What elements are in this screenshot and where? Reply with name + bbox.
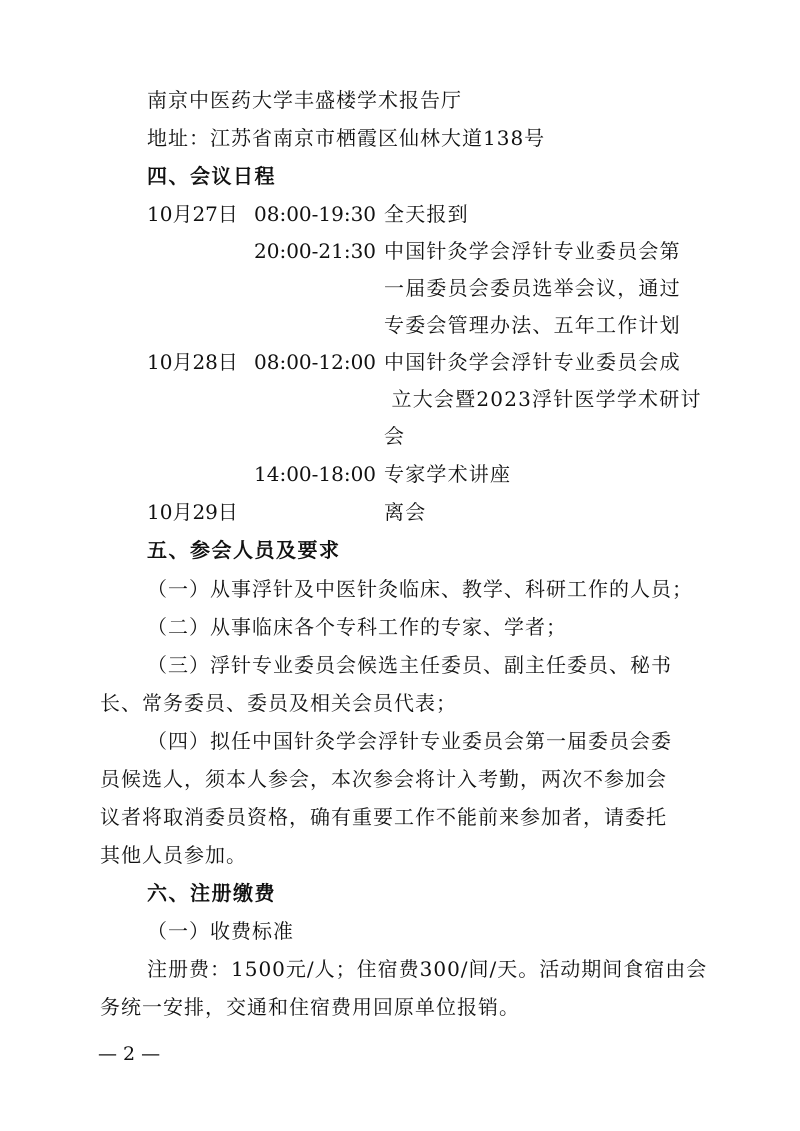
schedule-time: 20:00-21:30	[254, 239, 377, 263]
subheading-fee-standard: （一）收费标准	[147, 919, 294, 943]
schedule-desc: 专委会管理办法、五年工作计划	[384, 313, 681, 337]
paragraph-line: 务统一安排，交通和住宿费用回原单位报销。	[100, 995, 520, 1019]
schedule-time: 08:00-12:00	[254, 350, 377, 374]
paragraph-line: 长、常务委员、委员及相关会员代表；	[100, 691, 457, 715]
paragraph-line: （三）浮针专业委员会候选主任委员、副主任委员、秘书	[147, 653, 672, 677]
schedule-date: 10月27日	[147, 202, 238, 226]
paragraph-line: 员候选人，须本人参会，本次参会将计入考勤，两次不参加会	[100, 767, 667, 791]
schedule-time: 14:00-18:00	[254, 462, 377, 486]
schedule-desc: 离会	[384, 500, 427, 524]
paragraph-line: 其他人员参加。	[100, 843, 247, 867]
schedule-desc: 全天报到	[384, 202, 469, 226]
schedule-desc: 中国针灸学会浮针专业委员会成	[384, 350, 681, 374]
schedule-desc: 专家学术讲座	[384, 462, 512, 486]
paragraph-line: （四）拟任中国针灸学会浮针专业委员会第一届委员会委	[147, 729, 672, 753]
schedule-desc: 一届委员会委员选举会议，通过	[384, 276, 681, 300]
section-heading-schedule: 四、会议日程	[147, 164, 276, 188]
section-heading-registration: 六、注册缴费	[147, 881, 276, 905]
schedule-desc: 中国针灸学会浮针专业委员会第	[384, 239, 681, 263]
schedule-date: 10月28日	[147, 350, 238, 374]
venue-hall: 南京中医药大学丰盛楼学术报告厅	[147, 88, 462, 112]
paragraph-line: （一）从事浮针及中医针灸临床、教学、科研工作的人员；	[147, 577, 693, 601]
paragraph-line: （二）从事临床各个专科工作的专家、学者；	[147, 615, 567, 639]
schedule-time: 08:00-19:30	[254, 202, 377, 226]
schedule-date: 10月29日	[147, 500, 238, 524]
paragraph-line: 议者将取消委员资格，确有重要工作不能前来参加者，请委托	[100, 805, 667, 829]
paragraph-line: 注册费：1500元/人；住宿费300/间/天。活动期间食宿由会	[147, 957, 708, 981]
section-heading-participants: 五、参会人员及要求	[147, 538, 341, 562]
page-number: — 2 —	[98, 1043, 161, 1065]
schedule-desc: 立大会暨2023浮针医学学术研讨	[384, 387, 702, 411]
venue-address: 地址：江苏省南京市栖霞区仙林大道138号	[147, 126, 546, 150]
schedule-desc: 会	[384, 424, 406, 448]
